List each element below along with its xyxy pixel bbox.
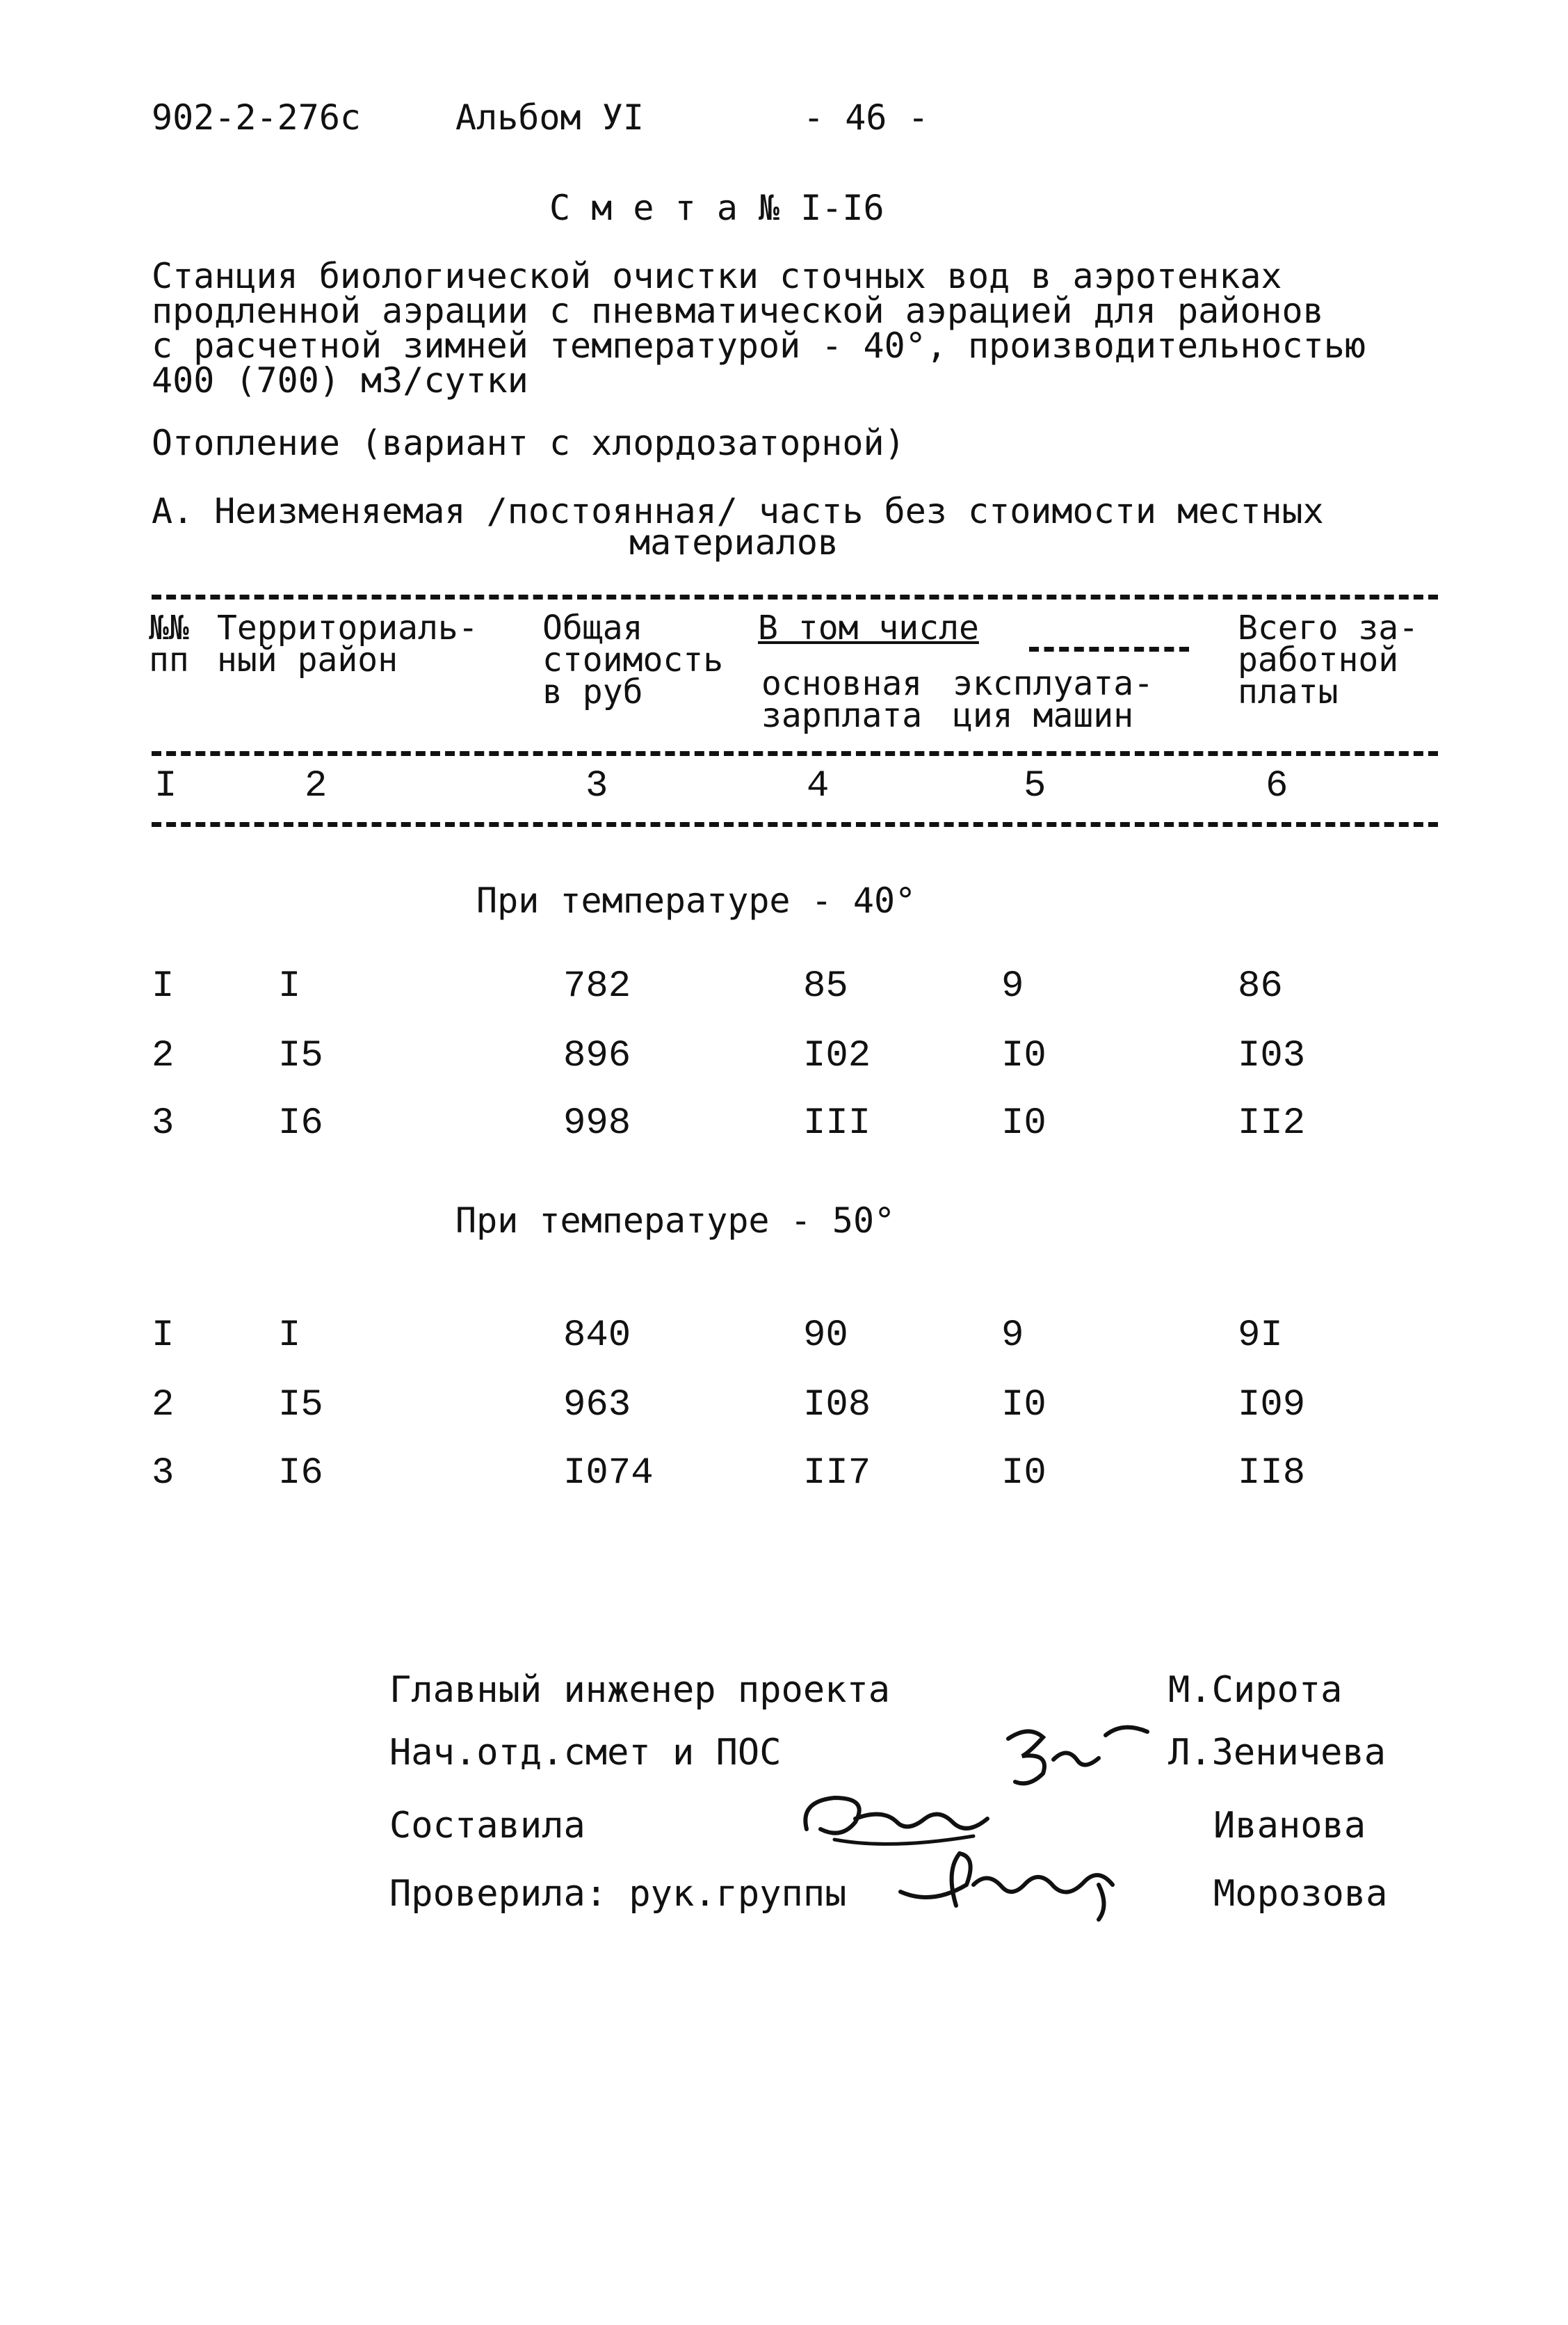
handwritten-signature — [890, 1843, 1140, 1926]
signature-role: Нач.отд.смет и ПОС — [389, 1732, 782, 1773]
header-bottom-rule — [152, 751, 1438, 756]
header-group-rule — [1029, 647, 1189, 652]
signature-name: Морозова — [1213, 1873, 1388, 1915]
column-numbers-rule — [152, 822, 1438, 827]
description-line-4: 400 (700) м3/сутки — [152, 360, 528, 401]
signature-name: Л.Зеничева — [1168, 1732, 1387, 1773]
signature-role: Проверила: рук.группы — [389, 1873, 847, 1915]
description-line-3: с расчетной зимней температурой - 40°, производительностью — [152, 325, 1366, 366]
signature-name: Иванова — [1213, 1805, 1366, 1847]
album-number: Альбом УI — [455, 97, 644, 138]
signature-role: Составила — [389, 1805, 585, 1847]
handwritten-signature — [1001, 1718, 1182, 1794]
heating-subtitle: Отопление (вариант с хлордозаторной) — [152, 423, 905, 463]
document-code: 902-2-276с — [152, 97, 362, 138]
section-heading: А. Неизменяемая /постоянная/ часть без стоимости местных — [152, 491, 1324, 531]
header-group-including: В том числе — [758, 609, 979, 647]
table-top-rule — [152, 595, 1438, 600]
signature-name: М.Сирота — [1168, 1669, 1343, 1711]
group-caption-40: При температуре - 40° — [476, 880, 916, 921]
signature-role: Главный инженер проекта — [389, 1669, 891, 1711]
description-line-1: Станция биологической очистки сточных вод в аэротенках — [152, 256, 1282, 296]
description-line-2: продленной аэрации с пневматической аэрацией для районов — [152, 291, 1324, 331]
estimate-title: С м е т а № I-I6 — [549, 188, 884, 228]
group-caption-50: При температуре - 50° — [455, 1200, 896, 1241]
section-heading-continued: материалов — [629, 522, 839, 563]
page-number: - 46 - — [803, 97, 929, 138]
